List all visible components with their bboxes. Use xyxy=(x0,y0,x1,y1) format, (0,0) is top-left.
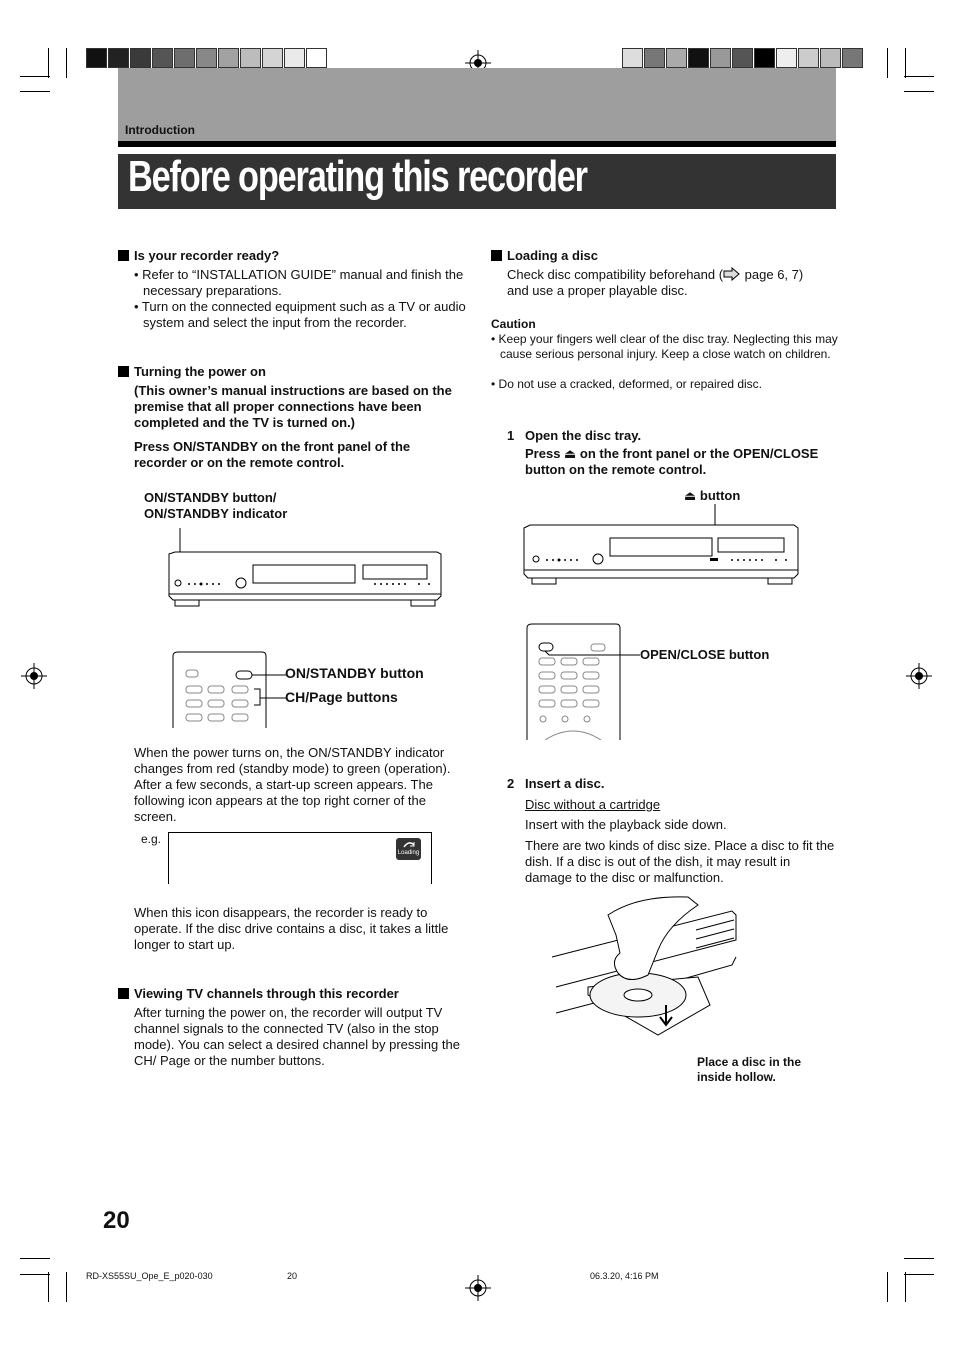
bullet-square xyxy=(118,988,129,999)
registration-mark-left xyxy=(21,663,47,689)
swatch xyxy=(776,48,797,68)
header-band xyxy=(118,68,836,141)
swatch xyxy=(218,48,239,68)
insert-caption: Place a disc in the inside hollow. xyxy=(697,1055,802,1084)
recorder-device-illustration xyxy=(165,520,445,615)
callout-eject-button: ⏏ button xyxy=(684,488,741,503)
disappear-text: When this icon disappears, the recorder is ready to operate. If the disc drive contains a disc, it takes a little longer to start up. xyxy=(134,905,449,952)
swatch xyxy=(240,48,261,68)
caution-bullet-1: • Keep your fingers well clear of the disc tray. Neglecting this may cause serious personal injury. Keep a close watch on children. xyxy=(491,332,838,361)
swatch xyxy=(644,48,665,68)
page-reference-arrow-icon xyxy=(723,267,741,281)
loading-icon xyxy=(396,838,421,860)
loading-label: Loading xyxy=(397,850,420,856)
heading-loading: Loading a disc xyxy=(507,248,599,263)
caution-heading: Caution xyxy=(491,317,536,331)
bullet-square xyxy=(118,250,129,261)
footer-date: 06.3.20, 4:16 PM xyxy=(590,1271,659,1281)
swatch xyxy=(798,48,819,68)
swatch xyxy=(306,48,327,68)
swatch xyxy=(130,48,151,68)
ready-bullet-1: • Refer to “INSTALLATION GUIDE” manual and finish the necessary preparations. xyxy=(134,267,464,298)
registration-mark-bottom xyxy=(465,1275,491,1301)
swatch xyxy=(666,48,687,68)
bullet-square xyxy=(118,366,129,377)
swatch xyxy=(842,48,863,68)
swatch xyxy=(820,48,841,68)
header-rule xyxy=(118,141,836,147)
step2-line1: Insert with the playback side down. xyxy=(525,817,727,832)
callout-lines xyxy=(252,670,288,710)
remote-control-open-illustration xyxy=(525,622,665,740)
disc-insert-illustration xyxy=(548,895,743,1050)
heading-viewing: Viewing TV channels through this recorder xyxy=(134,986,399,1001)
step1-number: 1 xyxy=(507,428,515,443)
swatch xyxy=(688,48,709,68)
loading-text: Check disc compatibility beforehand ( page 6, 7) and use a proper playable disc. xyxy=(507,267,804,298)
heading-power: Turning the power on xyxy=(134,364,266,379)
disc-arrow-icon xyxy=(402,840,416,850)
swatch xyxy=(196,48,217,68)
eg-label: e.g. xyxy=(141,832,162,846)
ready-bullet-2: • Turn on the connected equipment such as a TV or audio system and select the input from the recorder. xyxy=(134,299,466,330)
viewing-text: After turning the power on, the recorder will output TV channel signals to the connected TV (also in the stop mode). You can select a desired channel by pressing the CH/ Page or the number buttons. xyxy=(134,1005,460,1068)
swatch xyxy=(710,48,731,68)
step2-title: Insert a disc. xyxy=(525,776,605,791)
swatch xyxy=(108,48,129,68)
section-label: Introduction xyxy=(125,123,195,137)
screen-example xyxy=(168,832,432,884)
callout-openclose-button: OPEN/CLOSE button xyxy=(640,647,770,662)
callout-ch-page: CH/Page buttons xyxy=(285,689,398,705)
swatch xyxy=(174,48,195,68)
step1-title: Open the disc tray. xyxy=(525,428,642,443)
step2-number: 2 xyxy=(507,776,515,791)
step2-subhead: Disc without a cartridge xyxy=(525,797,661,812)
caution-bullet-2: • Do not use a cracked, deformed, or repaired disc. xyxy=(491,377,763,391)
footer-sheet: 20 xyxy=(287,1271,298,1281)
swatch xyxy=(152,48,173,68)
recorder-device-open-illustration xyxy=(520,500,805,590)
heading-ready: Is your recorder ready? xyxy=(134,248,280,263)
swatch xyxy=(284,48,305,68)
callout-onstandby-button: ON/STANDBY button xyxy=(285,665,424,681)
step1-text: Press ⏏ on the front panel or the OPEN/CLOSE button on the remote control. xyxy=(525,446,819,477)
power-press: Press ON/STANDBY on the front panel of the recorder or on the remote control. xyxy=(134,439,411,470)
swatch xyxy=(622,48,643,68)
power-note: (This owner’s manual instructions are based on the premise that all proper connections have been completed and the TV is turned on.) xyxy=(134,383,452,430)
swatch xyxy=(262,48,283,68)
page-number: 20 xyxy=(103,1207,130,1234)
registration-mark-right xyxy=(906,663,932,689)
swatch xyxy=(86,48,107,68)
footer-file: RD-XS55SU_Ope_E_p020-030 xyxy=(86,1271,213,1281)
bullet-square xyxy=(491,250,502,261)
swatch xyxy=(732,48,753,68)
swatch xyxy=(754,48,775,68)
power-after-text: When the power turns on, the ON/STANDBY indicator changes from red (standby mode) to green (operation). After a few seconds, a start-up screen appears. The following icon appears at the top right corner of the screen. xyxy=(134,745,451,824)
callout-onstandby-device: ON/STANDBY button/ ON/STANDBY indicator xyxy=(144,490,288,521)
page-title: Before operating this recorder xyxy=(128,152,587,201)
step2-line2: There are two kinds of disc size. Place a disc to fit the dish. If a disc is out of the dish, it may result in damage to the disc or malfunction. xyxy=(525,838,835,885)
